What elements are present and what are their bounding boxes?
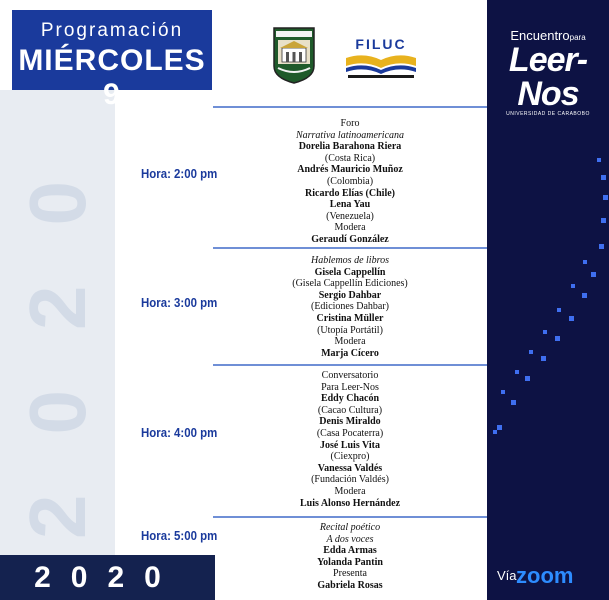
header-subtitle: Programación	[40, 20, 184, 41]
program-line: Gabriela Rosas	[317, 579, 383, 591]
program-line: Marja Cícero	[321, 347, 379, 359]
encuentro-label: Encuentro	[510, 28, 570, 43]
program-line: Para Leer-Nos	[321, 381, 379, 393]
program-line: Modera	[334, 336, 366, 348]
event-logo	[487, 28, 609, 117]
session-block-4	[270, 522, 430, 592]
program-line: Vanessa Valdés	[317, 462, 383, 474]
dots-decoration	[487, 150, 609, 510]
university-label: UNIVERSIDAD DE CARABOBO	[506, 111, 590, 117]
session-time: Hora: 3:00 pm	[141, 295, 218, 310]
session-time: Hora: 2:00 pm	[141, 166, 218, 181]
session-time: Hora: 5:00 pm	[141, 528, 218, 543]
year-footer: 2020	[0, 555, 215, 600]
filuc-logo	[340, 36, 422, 82]
program-line: Recital poético	[319, 522, 381, 533]
program-line: Hablemos de libros	[311, 255, 389, 266]
program-line: Sergio Dahbar	[318, 289, 382, 301]
program-line: Eddy Chacón	[320, 393, 380, 405]
program-line: A dos voces	[326, 533, 374, 545]
program-line: (Cacao Cultura)	[317, 404, 383, 416]
program-line: (Casa Pocaterra)	[316, 427, 384, 439]
program-line: Presenta	[333, 568, 367, 580]
para-label: para	[569, 33, 586, 42]
filuc-book-icon	[344, 52, 418, 80]
zoom-logo: zoom	[516, 563, 574, 588]
program-line: Narrativa latinoamericana	[295, 129, 405, 141]
program-line: José Luis Vita	[319, 439, 380, 451]
leernos-label: Leer-Nos	[508, 41, 588, 113]
program-line: Denis Miraldo	[319, 416, 381, 428]
program-line: (Gisela Cappellín Ediciones)	[292, 278, 408, 290]
filuc-text: FILUC	[355, 36, 407, 52]
header-box	[12, 10, 212, 111]
program-line: Gisela Cappellín	[314, 266, 386, 278]
program-line: (Costa Rica)	[324, 152, 376, 164]
vertical-year: 2020	[13, 121, 102, 539]
program-line: Modera	[334, 222, 366, 234]
session-time: Hora: 4:00 pm	[141, 425, 218, 440]
program-line: Edda Armas	[323, 545, 377, 557]
program-line: Geraudí González	[311, 233, 389, 245]
university-shield-logo	[272, 26, 316, 84]
program-line: Andrés Mauricio Muñoz	[297, 164, 403, 176]
event-panel	[487, 0, 609, 600]
program-line: (Utopía Portátil)	[317, 324, 383, 336]
program-line: (Colombia)	[326, 175, 374, 187]
divider	[213, 106, 487, 108]
program-line: Luis Alonso Hernández	[299, 497, 401, 509]
program-line: Dorelia Barahona Riera	[298, 141, 402, 153]
program-line: (Venezuela)	[326, 210, 374, 222]
session-block-3	[270, 370, 430, 509]
program-line: Conversatorio	[321, 370, 379, 381]
header-day: MIÉRCOLES 9	[18, 44, 206, 111]
program-line: Lena Yau	[329, 199, 371, 211]
program-line: (Ediciones Dahbar)	[310, 301, 390, 313]
program-line: (Fundación Valdés)	[311, 474, 389, 486]
session-block-2	[270, 255, 430, 359]
program-line: Modera	[334, 485, 366, 497]
divider	[213, 516, 487, 518]
via-label: Vía	[497, 568, 517, 583]
program-line: Yolanda Pantin	[317, 556, 383, 568]
session-block-1	[270, 118, 430, 246]
program-line: Foro	[340, 118, 360, 129]
program-line: Ricardo Elías (Chile)	[305, 187, 395, 199]
program-line: (Ciexpro)	[330, 451, 370, 463]
program-line: Cristina Müller	[316, 312, 384, 324]
divider	[213, 364, 487, 366]
divider	[213, 247, 487, 249]
